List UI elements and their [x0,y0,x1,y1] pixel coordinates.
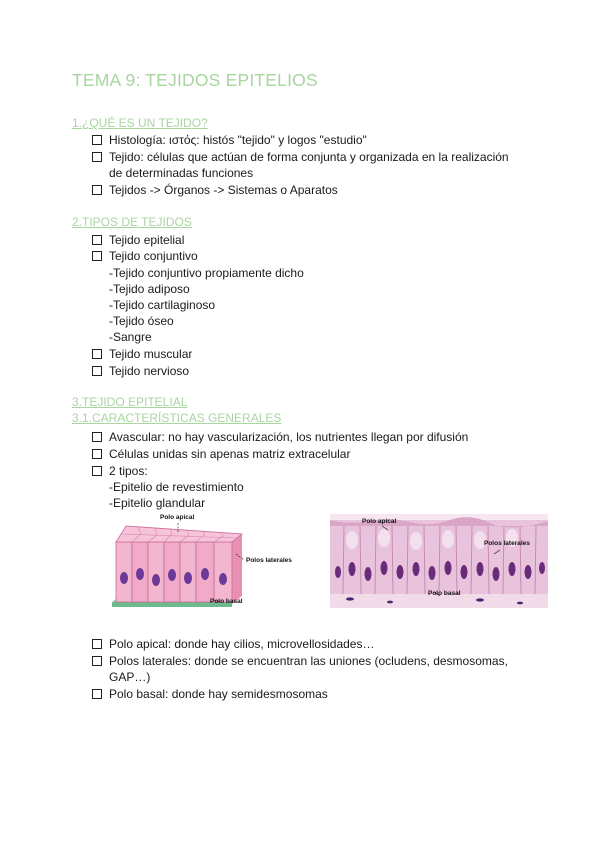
checkbox-icon [92,466,102,476]
checkbox-icon [92,349,102,359]
list-item-text: Polo apical: donde hay cilios, microvellosidades… [109,637,375,651]
micrograph-label-apical: Polo apical [362,518,397,525]
micrograph-image [330,514,548,608]
list-item-text: GAP…) [109,670,151,684]
sub-item: -Tejido conjuntivo propiamente dicho [109,266,304,280]
checkbox-icon [92,639,102,649]
checkbox-icon [92,432,102,442]
list-item-text: Tejido nervioso [109,364,190,378]
checkbox-icon [92,185,102,195]
list-item-text: Polos laterales: donde se encuentran las uniones (ocludens, desmosomas, [109,654,508,668]
list-item-text: Polo basal: donde hay semidesmosomas [109,687,328,701]
epithelium-diagram-svg [108,512,300,616]
sub-item: -Epitelio glandular [109,496,206,510]
checkbox-icon [92,152,102,162]
section-heading-3-1: 3.1.CARACTERÍSTICAS GENERALES [72,411,282,425]
list-item-text: de determinadas funciones [109,166,254,180]
list-item-text: 2 tipos: [109,464,148,478]
cell-side-face [232,534,242,604]
diagram-label-laterales: Polos laterales [246,557,292,564]
sub-item: -Tejido óseo [109,314,174,328]
checkbox-icon [92,135,102,145]
list-item-text: Tejido epitelial [109,233,185,247]
list-item-text: Histología: ιστός: histós "tejido" y logos "estudio" [109,133,367,147]
section-heading-1: 1.¿QUÉ ES UN TEJIDO? [72,116,208,130]
epithelium-diagram [108,512,300,616]
list-item-text: Tejido conjuntivo [109,249,198,263]
diagram-label-basal: Polo basal [210,598,243,605]
list-item-text: Tejido: células que actúan de forma conjunta y organizada en la realización [109,150,509,164]
checkbox-icon [92,656,102,666]
sub-item: -Tejido adiposo [109,282,190,296]
list-item-text: Tejidos -> Órganos -> Sistemas o Aparatos [109,183,338,197]
list-item-text: Avascular: no hay vascularización, los nutrientes llegan por difusión [109,430,469,444]
section-heading-3: 3.TEJIDO EPITELIAL [72,395,188,409]
page-title: TEMA 9: TEJIDOS EPITELIOS [72,70,318,90]
list-item-text: Células unidas sin apenas matriz extracelular [109,447,351,461]
micrograph-label-laterales: Polos laterales [484,540,530,547]
sub-item: -Tejido cartilaginoso [109,298,216,312]
micrograph-label-basal: Polo basal [428,590,461,597]
list-item-text: Tejido muscular [109,347,193,361]
section-heading-2: 2.TIPOS DE TEJIDOS [72,215,192,229]
checkbox-icon [92,449,102,459]
checkbox-icon [92,366,102,376]
diagram-label-apical: Polo apical [160,514,195,521]
sub-item: -Sangre [109,330,152,344]
checkbox-icon [92,235,102,245]
checkbox-icon [92,689,102,699]
sub-item: -Epitelio de revestimiento [109,480,244,494]
checkbox-icon [92,251,102,261]
